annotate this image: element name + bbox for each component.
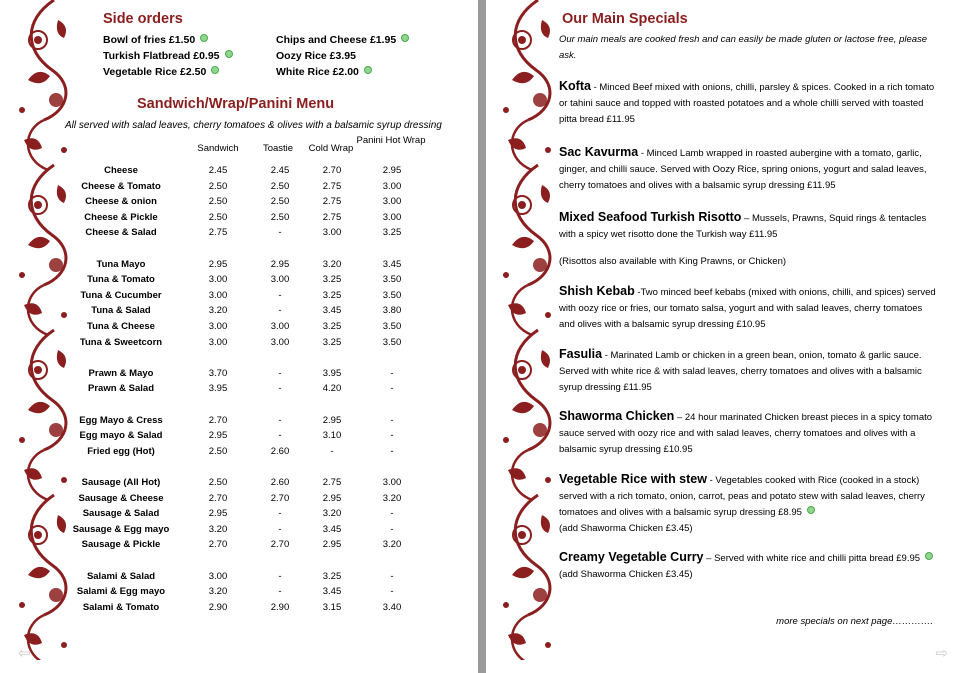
price-cell: - [390, 445, 394, 457]
table-row [62, 524, 462, 539]
price-cell: 2.95 [208, 508, 228, 520]
price-cell: 2.75 [322, 477, 342, 488]
price-cell: 2.95 [270, 258, 290, 270]
price-cell: 3.00 [270, 336, 290, 348]
veg-dot-icon [807, 506, 815, 514]
price-cell: 3.40 [382, 601, 402, 613]
dish-extra: (add Shaworma Chicken £3.45) [559, 569, 693, 580]
price-cell: 3.00 [382, 477, 402, 488]
veg-dot-icon [225, 50, 233, 58]
price-cell: - [390, 383, 394, 395]
item-name: Sausage (All Hot) [81, 477, 161, 488]
veg-dot-icon [211, 66, 219, 74]
side-orders-heading: Side orders [103, 11, 183, 27]
item-name: Prawn & Salad [88, 383, 154, 395]
table-row [62, 290, 462, 305]
dish-sac-kavurma [559, 144, 939, 194]
price-cell: 3.50 [382, 274, 402, 286]
price-cell: - [278, 430, 282, 442]
price-cell: 2.95 [208, 430, 228, 442]
main-specials-heading: Our Main Specials [562, 11, 688, 27]
price-cell: 2.95 [322, 492, 342, 504]
table-row [62, 586, 462, 601]
price-cell: 3.00 [382, 196, 402, 208]
price-cell: 3.00 [382, 180, 402, 192]
price-cell: 2.50 [270, 180, 290, 192]
item-name: Tuna & Tomato [87, 274, 155, 286]
table-row [62, 383, 462, 398]
price-cell: 3.00 [382, 211, 402, 223]
dish-extra: (add Shaworma Chicken £3.45) [559, 523, 693, 534]
price-cell: - [390, 586, 394, 598]
item-name: Tuna & Sweetcorn [79, 336, 163, 348]
table-row [62, 196, 462, 211]
item-name: Sausage & Salad [82, 508, 160, 520]
sandwich-menu-heading: Sandwich/Wrap/Panini Menu [137, 96, 335, 112]
item-name: Tuna Mayo [96, 258, 146, 270]
price-cell: 2.50 [208, 477, 228, 488]
item-name: Tuna & Cheese [87, 321, 155, 332]
side-order-item: Chips and Cheese £1.95 [276, 34, 409, 46]
price-cell: 3.00 [208, 321, 228, 332]
price-cell: 2.45 [270, 165, 290, 176]
price-cell: 3.00 [208, 289, 228, 301]
item-name: Salami & Egg mayo [76, 586, 166, 598]
sandwich-menu-subtitle: All served with salad leaves, cherry tomatoes & olives with a balsamic syrup dressing [65, 120, 442, 131]
price-cell: 2.70 [208, 492, 228, 504]
dish-description: -Two minced beef kebabs (mixed with onions, chilli, and spices) served with oozy rice or fries, our tomato salsa, yogurt and with salad leaves, cherry tomatoes and olives with a balsamic syrup dressing £10.95 [559, 287, 936, 330]
side-order-item: Vegetable Rice £2.50 [103, 66, 219, 78]
price-cell: 3.20 [382, 492, 402, 504]
price-cell: 2.70 [208, 414, 228, 426]
table-row [62, 181, 462, 196]
table-row [62, 493, 462, 508]
price-cell: 3.50 [382, 321, 402, 332]
item-name: Cheese & onion [85, 196, 157, 208]
dish-shaworma-chicken [559, 408, 939, 458]
veg-dot-icon [401, 34, 409, 42]
side-order-item: Oozy Rice £3.95 [276, 50, 356, 62]
dish-creamy-vegetable-curry [559, 549, 939, 583]
dish-vegetable-rice-stew [559, 471, 939, 537]
price-cell: - [278, 586, 282, 598]
table-row [62, 446, 462, 461]
price-cell: 3.95 [322, 367, 342, 379]
price-cell: - [278, 367, 282, 379]
price-cell: - [278, 570, 282, 582]
price-cell: 2.90 [208, 601, 228, 613]
next-page-arrow-icon[interactable]: ⇨ [935, 645, 948, 662]
item-name: Sausage & Pickle [81, 539, 161, 551]
price-cell: - [278, 523, 282, 535]
price-cell: 2.95 [322, 414, 342, 426]
table-row [62, 274, 462, 289]
side-order-item: Turkish Flatbread £0.95 [103, 50, 233, 62]
item-name: Tuna & Salad [91, 305, 151, 317]
dish-description: - Vegetables cooked with Rice (cooked in a stock) served with a rich tomato, onion, carrot, peas and potato stew with salad leaves, cherry tomatoes and olives with a balsamic syrup dressing £8.95 [559, 475, 925, 518]
item-name: Tuna & Cucumber [80, 289, 162, 301]
price-cell: 2.50 [270, 196, 290, 208]
price-cell: 3.50 [382, 289, 402, 301]
price-cell: - [278, 227, 282, 239]
price-cell: 2.50 [208, 180, 228, 192]
price-cell: 2.95 [322, 539, 342, 551]
table-row [62, 508, 462, 523]
more-specials-note: more specials on next page…………. [776, 616, 933, 627]
price-cell: - [390, 414, 394, 426]
item-name: Egg mayo & Salad [79, 430, 163, 442]
table-row [62, 321, 462, 336]
price-cell: 2.50 [208, 445, 228, 457]
price-cell: 2.45 [208, 165, 228, 176]
dish-description: - Marinated Lamb or chicken in a green bean, onion, tomato & garlic sauce. Served with white rice & with salad leaves, cherry tomatoes and olives with a balsamic syrup dressing £11.95 [559, 350, 922, 393]
price-cell: - [390, 523, 394, 535]
column-header-panini-hot-wrap: Panini Hot Wrap [356, 135, 426, 146]
item-name: Cheese & Tomato [81, 180, 161, 192]
price-cell: 2.50 [208, 196, 228, 208]
price-cell: 3.80 [382, 305, 402, 317]
price-cell: 2.70 [322, 165, 342, 176]
risotto-note: (Risottos also available with King Prawns, or Chicken) [559, 256, 787, 267]
table-row [62, 259, 462, 274]
price-cell: - [278, 305, 282, 317]
left-page [0, 0, 478, 673]
item-name: Fried egg (Hot) [87, 445, 155, 457]
price-cell: 3.45 [382, 258, 402, 270]
price-cell: 2.50 [208, 211, 228, 223]
price-cell: 3.45 [322, 586, 342, 598]
table-row [62, 571, 462, 586]
table-row [62, 305, 462, 320]
price-cell: 2.50 [270, 211, 290, 223]
dish-description: – Mussels, Prawns, Squid rings & tentacles with a spicy wet risotto done the Turkish way £11.95 [559, 213, 927, 240]
price-cell: 3.00 [322, 227, 342, 239]
price-cell: 3.45 [322, 305, 342, 317]
price-cell: - [390, 508, 394, 520]
price-cell: 4.20 [322, 383, 342, 395]
price-cell: 2.75 [322, 211, 342, 223]
price-cell: 3.70 [208, 367, 228, 379]
price-cell: 3.00 [208, 336, 228, 348]
price-cell: - [390, 570, 394, 582]
price-cell: - [278, 383, 282, 395]
table-row [62, 539, 462, 554]
dish-title: Vegetable Rice with stew [559, 472, 707, 486]
dish-seafood-risotto [559, 209, 939, 243]
price-cell: 3.20 [208, 586, 228, 598]
table-row [62, 477, 462, 492]
dish-title: Sac Kavurma [559, 145, 639, 159]
price-cell: 3.15 [322, 601, 342, 613]
main-specials-intro: Our main meals are cooked fresh and can easily be made gluten or lactose free, please ask. [559, 34, 928, 61]
item-name: Salami & Tomato [82, 601, 160, 613]
price-cell: - [278, 508, 282, 520]
veg-dot-icon [200, 34, 208, 42]
item-name: Prawn & Mayo [88, 367, 154, 379]
dish-fasulia [559, 346, 939, 396]
dish-title: Shaworma Chicken [559, 409, 675, 423]
price-cell: - [330, 445, 334, 457]
table-row [62, 165, 462, 180]
price-cell: 3.00 [270, 274, 290, 286]
dish-title: Shish Kebab [559, 284, 635, 298]
item-name: Salami & Salad [86, 570, 156, 582]
table-row [62, 602, 462, 617]
price-cell: 3.00 [208, 274, 228, 286]
price-cell: 3.45 [322, 523, 342, 535]
price-cell: - [390, 367, 394, 379]
price-cell: 3.25 [322, 289, 342, 301]
item-name: Sausage & Egg mayo [72, 523, 170, 535]
column-header-cold-wrap: Cold Wrap [308, 143, 354, 154]
dish-shish-kebab [559, 283, 939, 333]
side-order-item: White Rice £2.00 [276, 66, 372, 78]
price-cell: 2.60 [270, 477, 290, 488]
dish-title: Kofta [559, 79, 591, 93]
price-cell: 3.50 [382, 336, 402, 348]
price-cell: 3.20 [322, 258, 342, 270]
price-cell: - [278, 414, 282, 426]
table-row [62, 227, 462, 242]
price-cell: 3.10 [322, 430, 342, 442]
price-cell: 2.95 [208, 258, 228, 270]
price-cell: 3.20 [208, 305, 228, 317]
price-cell: - [278, 289, 282, 301]
prev-page-arrow-icon[interactable]: ⇦ [18, 645, 31, 662]
price-cell: 2.75 [208, 227, 228, 239]
right-page [486, 0, 960, 673]
table-row [62, 430, 462, 445]
dish-description: - Minced Beef mixed with onions, chilli, parsley & spices. Cooked in a rich tomato or tahini sauce and topped with roasted potatoes and a whole chilli served with toasted pitta bread £11.95 [559, 82, 935, 125]
price-cell: - [390, 430, 394, 442]
price-cell: 2.70 [270, 492, 290, 504]
price-cell: 2.60 [270, 445, 290, 457]
price-cell: 3.25 [322, 274, 342, 286]
price-cell: 3.00 [208, 570, 228, 582]
dish-title: Mixed Seafood Turkish Risotto [559, 210, 742, 224]
veg-dot-icon [925, 552, 933, 560]
column-header-sandwich: Sandwich [197, 143, 239, 154]
price-cell: 2.70 [270, 539, 290, 551]
dish-title: Fasulia [559, 347, 603, 361]
price-cell: 2.90 [270, 601, 290, 613]
item-name: Sausage & Cheese [78, 492, 164, 504]
price-cell: 3.95 [208, 383, 228, 395]
price-cell: 2.75 [322, 196, 342, 208]
column-header-toastie: Toastie [262, 143, 294, 154]
side-order-item: Bowl of fries £1.50 [103, 34, 208, 46]
price-cell: 3.25 [322, 321, 342, 332]
dish-description: - Minced Lamb wrapped in roasted aubergine with a tomato, garlic, ginger, and chilli sauce. Served with Oozy Rice, spring onions, yogurt and salad leaves, cherry tomatoes and olives with a balsamic syrup dressing £11.95 [559, 148, 927, 191]
price-cell: 3.00 [270, 321, 290, 332]
item-name: Egg Mayo & Cress [79, 414, 163, 426]
price-cell: 2.75 [322, 180, 342, 192]
price-cell: 3.25 [322, 570, 342, 582]
price-cell: 3.25 [382, 227, 402, 239]
price-cell: 3.20 [322, 508, 342, 520]
dish-description: – 24 hour marinated Chicken breast pieces in a spicy tomato sauce served with oozy rice and with salad leaves, cherry tomatoes and olives with a balsamic syrup dressing £10.95 [559, 412, 933, 455]
dish-kofta [559, 78, 939, 128]
table-row [62, 337, 462, 352]
item-name: Cheese & Pickle [84, 211, 158, 223]
item-name: Cheese & Salad [85, 227, 157, 239]
price-cell: 3.25 [322, 336, 342, 348]
table-row [62, 415, 462, 430]
table-row [62, 368, 462, 383]
table-row [62, 212, 462, 227]
dish-description: – Served with white rice and chilli pitta bread £9.95 [703, 553, 921, 564]
price-cell: 2.95 [382, 165, 402, 176]
price-cell: 3.20 [208, 523, 228, 535]
floral-border-ornament [498, 0, 560, 660]
dish-title: Creamy Vegetable Curry [559, 550, 704, 564]
price-cell: 2.70 [208, 539, 228, 551]
veg-dot-icon [364, 66, 372, 74]
item-name: Cheese [104, 165, 138, 176]
price-cell: 3.20 [382, 539, 402, 551]
